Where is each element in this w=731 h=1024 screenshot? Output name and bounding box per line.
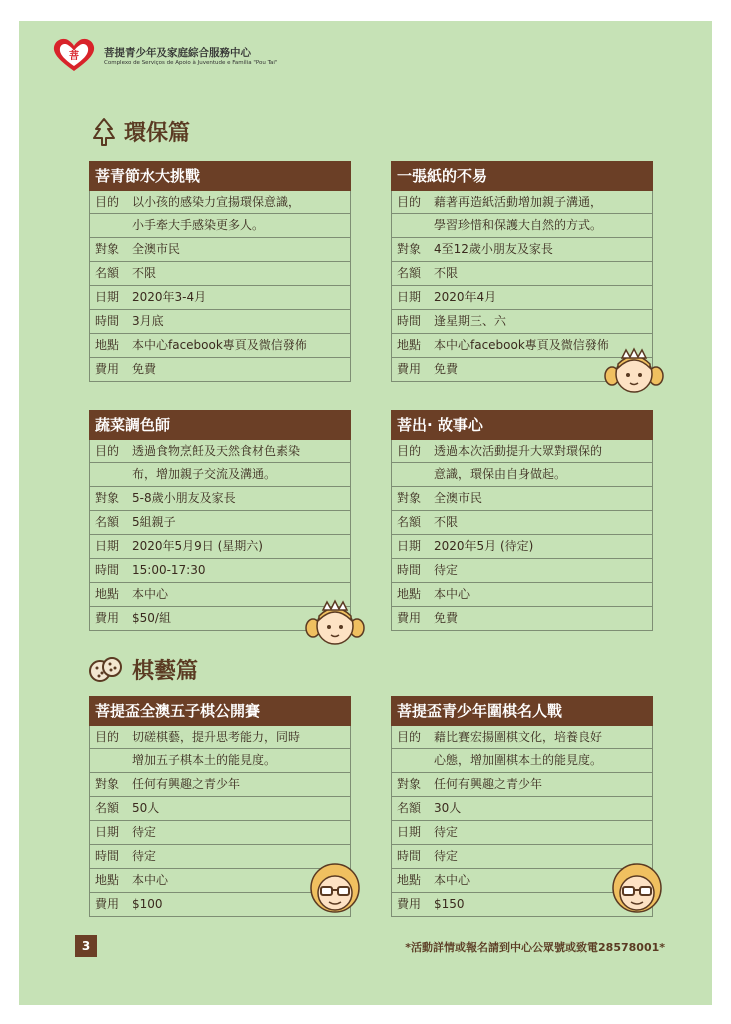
row-label: 目的	[397, 730, 422, 744]
detail-row	[90, 772, 350, 796]
row-value: 不限	[434, 515, 459, 529]
row-value: 任何有興趣之青少年	[434, 777, 543, 791]
purpose-line-1: 以小孩的感染力宣揚環保意識，	[132, 195, 301, 209]
row-label: 時間	[397, 314, 422, 328]
activity-title: 菩青節水大挑戰	[89, 161, 351, 191]
row-label: 日期	[397, 825, 422, 839]
row-value: 30人	[434, 801, 462, 815]
detail-row	[90, 285, 350, 309]
row-label: 對象	[397, 777, 422, 791]
detail-row	[392, 558, 652, 582]
row-value: 免費	[434, 611, 459, 625]
row-value	[132, 726, 350, 772]
row-value: 待定	[434, 825, 459, 839]
row-value: 待定	[434, 849, 459, 863]
detail-row	[90, 486, 350, 510]
detail-row	[392, 606, 652, 630]
detail-row	[392, 261, 652, 285]
row-value: 本中心	[434, 587, 471, 601]
purpose-row	[392, 440, 652, 486]
row-value: 5-8歲小朋友及家長	[132, 491, 236, 505]
activity-title: 一張紙的不易	[391, 161, 653, 191]
row-value: 全澳市民	[132, 242, 181, 256]
activity-title: 菩出· 故事心	[391, 410, 653, 440]
section-title-chess	[88, 654, 198, 685]
row-value: 逢星期三、六	[434, 314, 507, 328]
tree-icon	[92, 117, 116, 147]
row-label: 地點	[95, 873, 120, 887]
row-label: 對象	[397, 491, 422, 505]
row-label: 日期	[95, 825, 120, 839]
row-value: 本中心	[132, 587, 169, 601]
activity-details	[89, 191, 351, 382]
row-value: 2020年3-4月	[132, 290, 207, 304]
purpose-line-1: 切磋棋藝，提升思考能力，同時	[132, 730, 301, 744]
row-value: 全澳市民	[434, 491, 483, 505]
row-label: 時間	[397, 849, 422, 863]
detail-row	[90, 796, 350, 820]
activity-title: 菩提盃全澳五子棋公開賽	[89, 696, 351, 726]
row-value: 15:00-17:30	[132, 563, 206, 577]
row-value: 本中心	[132, 873, 169, 887]
row-label: 費用	[95, 611, 120, 625]
row-label: 時間	[95, 563, 120, 577]
purpose-line-2: 心態，增加圍棋本土的能見度。	[434, 753, 603, 767]
purpose-line-2: 學習珍惜和保護大自然的方式。	[434, 218, 603, 232]
row-label: 時間	[397, 563, 422, 577]
boy-with-glasses-icon	[604, 862, 670, 914]
row-label: 地點	[397, 873, 422, 887]
activity-details	[391, 440, 653, 631]
row-value: 待定	[132, 849, 157, 863]
row-value	[434, 726, 652, 772]
row-label: 地點	[397, 587, 422, 601]
row-value: 本中心facebook專頁及微信發佈	[434, 338, 609, 352]
row-label: 對象	[95, 491, 120, 505]
row-value	[132, 440, 350, 486]
row-value: 2020年5月 (待定)	[434, 539, 534, 553]
row-value	[434, 191, 652, 237]
detail-row	[392, 486, 652, 510]
row-label: 對象	[397, 242, 422, 256]
row-label: 日期	[95, 290, 120, 304]
row-value	[434, 440, 652, 486]
org-name-pt: Complexo de Serviços de Apoio à Juventude e Família "Pou Tai"	[104, 60, 278, 66]
girl-with-crown-icon	[305, 598, 365, 648]
row-value: 2020年5月9日 (星期六)	[132, 539, 263, 553]
row-value: 不限	[132, 266, 157, 280]
purpose-row	[90, 191, 350, 237]
svg-text:菩: 菩	[69, 51, 79, 62]
org-name-zh: 菩提青少年及家庭綜合服務中心	[104, 47, 251, 59]
purpose-line-1: 透過本次活動提升大眾對環保的	[434, 444, 603, 458]
row-label: 費用	[397, 362, 422, 376]
purpose-row	[392, 726, 652, 772]
activity-title: 蔬菜調色師	[89, 410, 351, 440]
row-label: 名額	[397, 515, 422, 529]
detail-row	[90, 261, 350, 285]
purpose-line-2: 布，增加親子交流及溝通。	[132, 467, 277, 481]
section-title-text: 棋藝篇	[132, 659, 199, 684]
row-value: 待定	[132, 825, 157, 839]
detail-row	[90, 237, 350, 261]
purpose-line-1: 藉著再造紙活動增加親子溝通，	[434, 195, 603, 209]
org-logo	[52, 37, 292, 77]
activity-title: 菩提盃青少年圍棋名人戰	[391, 696, 653, 726]
row-label: 目的	[95, 730, 120, 744]
detail-row	[90, 820, 350, 844]
detail-row	[392, 510, 652, 534]
purpose-row	[90, 726, 350, 772]
chess-pieces-icon	[88, 656, 124, 684]
row-value: 2020年4月	[434, 290, 497, 304]
row-label: 對象	[95, 242, 120, 256]
detail-row	[392, 582, 652, 606]
purpose-row	[392, 191, 652, 237]
detail-row	[90, 534, 350, 558]
section-title-text: 環保篇	[124, 121, 191, 146]
row-label: 名額	[95, 801, 120, 815]
row-label: 目的	[397, 195, 422, 209]
row-label: 名額	[95, 266, 120, 280]
row-value: 5組親子	[132, 515, 176, 529]
row-value: 免費	[132, 362, 157, 376]
girl-with-crown-icon	[604, 346, 664, 396]
row-label: 名額	[397, 266, 422, 280]
detail-row	[392, 237, 652, 261]
row-label: 目的	[95, 195, 120, 209]
row-value: 3月底	[132, 314, 164, 328]
detail-row	[392, 772, 652, 796]
activity-card	[89, 161, 351, 382]
detail-row	[90, 357, 350, 381]
row-label: 日期	[95, 539, 120, 553]
page-number: 3	[75, 935, 97, 957]
row-value: $50/組	[132, 611, 171, 625]
row-label: 名額	[397, 801, 422, 815]
activity-card	[391, 410, 653, 631]
row-value: $150	[434, 897, 465, 911]
purpose-line-1: 藉比賽宏揚圍棋文化，培養良好	[434, 730, 603, 744]
footer-contact-note: *活動詳情或報名請到中心公眾號或致電28578001*	[405, 941, 665, 954]
detail-row	[90, 309, 350, 333]
heart-logo-icon	[52, 37, 96, 73]
row-value: 4至12歲小朋友及家長	[434, 242, 553, 256]
detail-row	[90, 333, 350, 357]
detail-row	[392, 820, 652, 844]
boy-with-glasses-icon	[302, 862, 368, 914]
row-value: 免費	[434, 362, 459, 376]
purpose-line-1: 透過食物烹飪及天然食材色素染	[132, 444, 301, 458]
row-label: 日期	[397, 539, 422, 553]
row-label: 名額	[95, 515, 120, 529]
purpose-row	[90, 440, 350, 486]
row-value	[132, 191, 350, 237]
row-label: 地點	[95, 587, 120, 601]
row-value: 本中心	[434, 873, 471, 887]
row-label: 目的	[95, 444, 120, 458]
purpose-line-2: 意識，環保由自身做起。	[434, 467, 567, 481]
detail-row	[392, 309, 652, 333]
detail-row	[392, 796, 652, 820]
row-label: 目的	[397, 444, 422, 458]
row-label: 費用	[95, 897, 120, 911]
detail-row	[392, 285, 652, 309]
purpose-line-2: 小手牽大手感染更多人。	[132, 218, 265, 232]
row-value: $100	[132, 897, 163, 911]
row-label: 地點	[95, 338, 120, 352]
section-title-env	[92, 116, 190, 147]
row-label: 對象	[95, 777, 120, 791]
purpose-line-2: 增加五子棋本土的能見度。	[132, 753, 277, 767]
row-label: 費用	[397, 611, 422, 625]
row-value: 任何有興趣之青少年	[132, 777, 241, 791]
row-value: 50人	[132, 801, 160, 815]
row-label: 日期	[397, 290, 422, 304]
row-value: 不限	[434, 266, 459, 280]
row-label: 費用	[397, 897, 422, 911]
row-label: 時間	[95, 314, 120, 328]
detail-row	[90, 510, 350, 534]
row-label: 費用	[95, 362, 120, 376]
detail-row	[392, 534, 652, 558]
row-value: 本中心facebook專頁及微信發佈	[132, 338, 307, 352]
row-label: 時間	[95, 849, 120, 863]
detail-row	[90, 558, 350, 582]
row-label: 地點	[397, 338, 422, 352]
row-value: 待定	[434, 563, 459, 577]
